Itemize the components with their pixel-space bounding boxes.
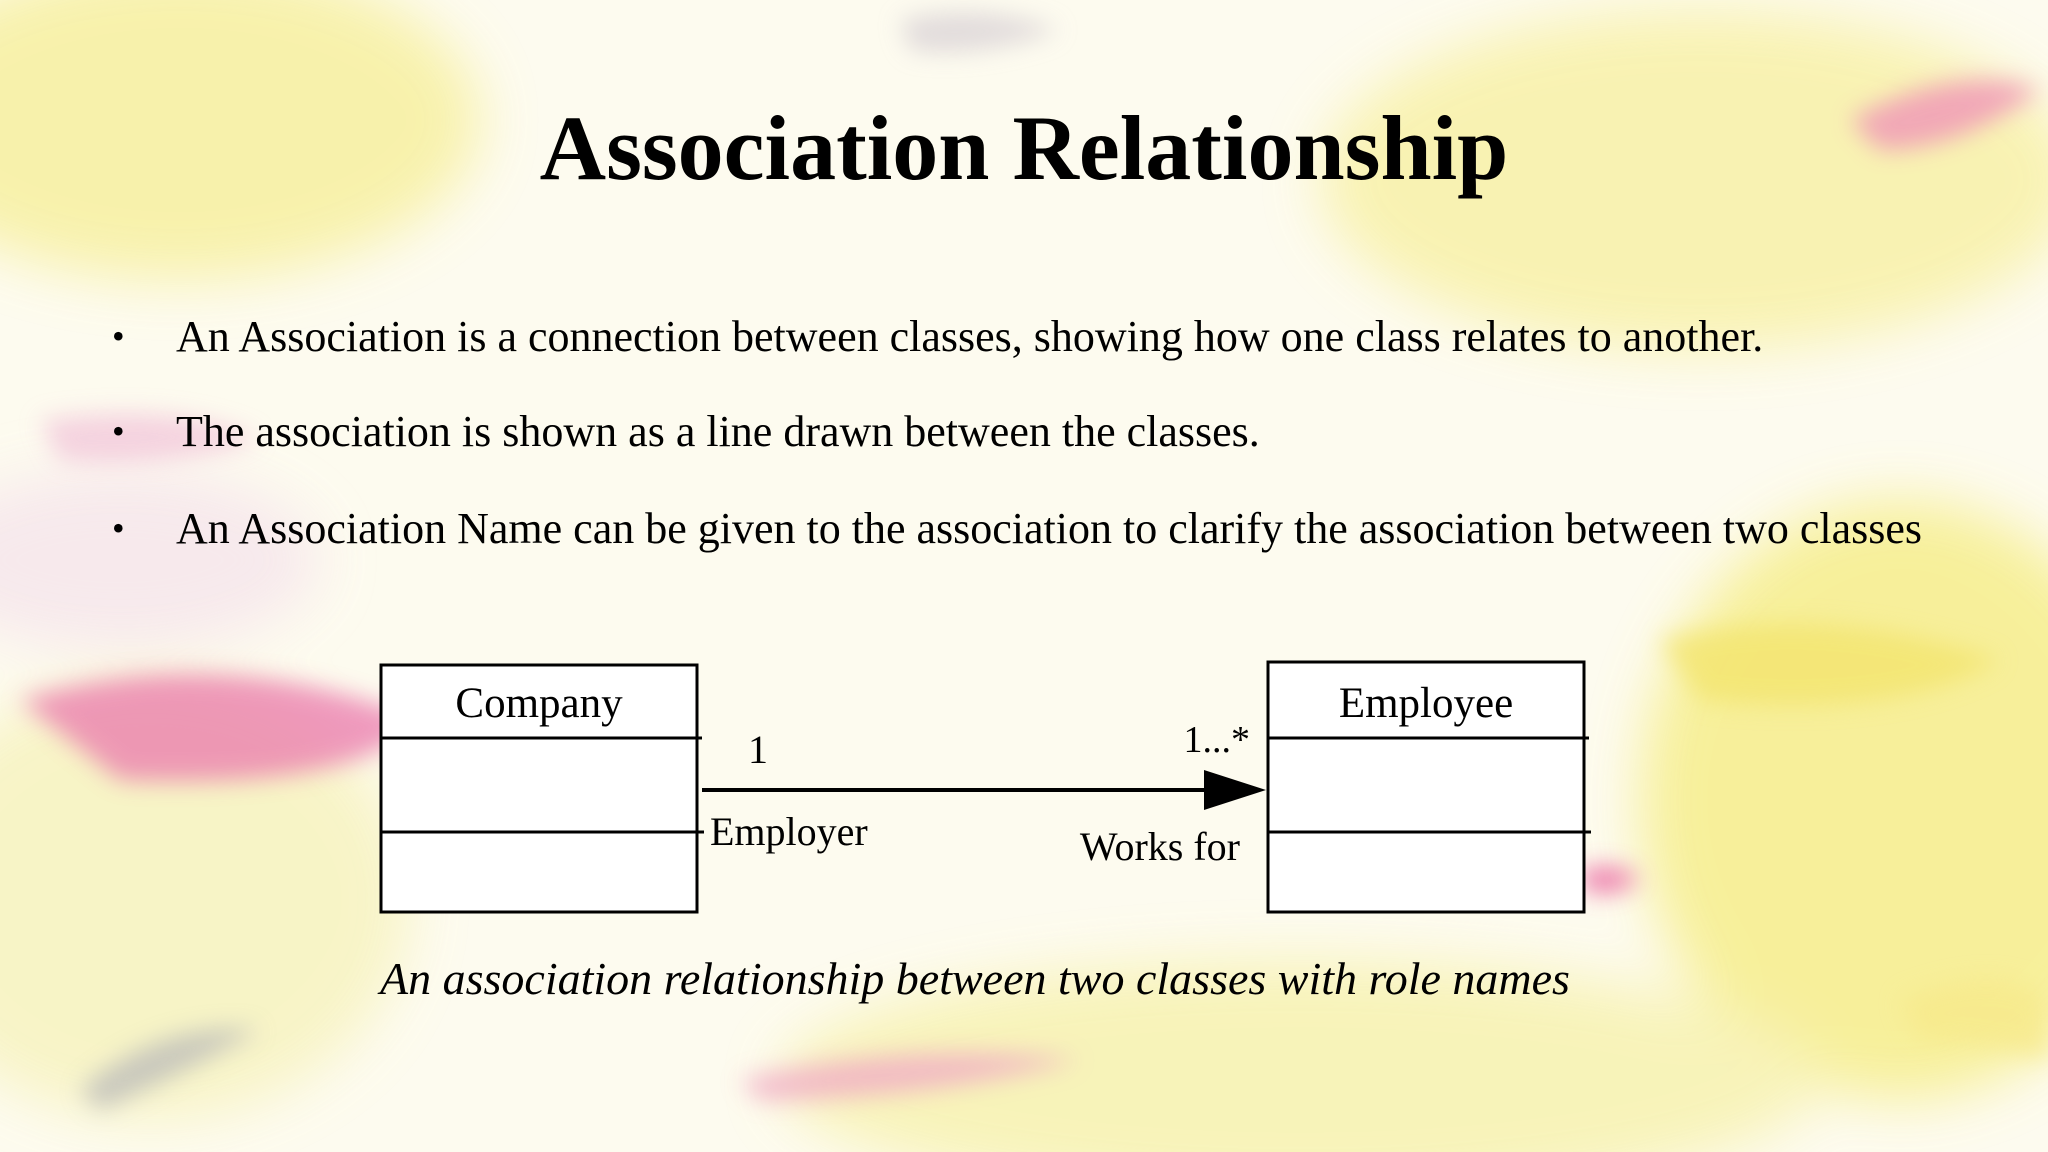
bullet-symbol: • bbox=[112, 411, 125, 451]
class-name-employee: Employee bbox=[1338, 680, 1514, 727]
right-multiplicity: 1...* bbox=[1183, 719, 1250, 761]
slide-title: Association Relationship bbox=[539, 97, 1509, 199]
navigability-arrowhead bbox=[1204, 770, 1266, 810]
bullet-text: An Association Name can be given to the association to clarify the association between two classes bbox=[176, 504, 1923, 553]
right-role-name: Works for bbox=[1079, 824, 1240, 869]
bullet-symbol: • bbox=[112, 316, 125, 356]
left-multiplicity: 1 bbox=[748, 727, 768, 772]
bullet-text: The association is shown as a line drawn between the classes. bbox=[176, 407, 1260, 456]
bullet-symbol: • bbox=[112, 508, 125, 548]
class-name-company: Company bbox=[455, 680, 623, 727]
left-role-name: Employer bbox=[710, 809, 868, 854]
bullet-text: An Association is a connection between classes, showing how one class relates to another. bbox=[176, 312, 1764, 361]
diagram-caption: An association relationship between two classes with role names bbox=[380, 953, 1570, 1004]
